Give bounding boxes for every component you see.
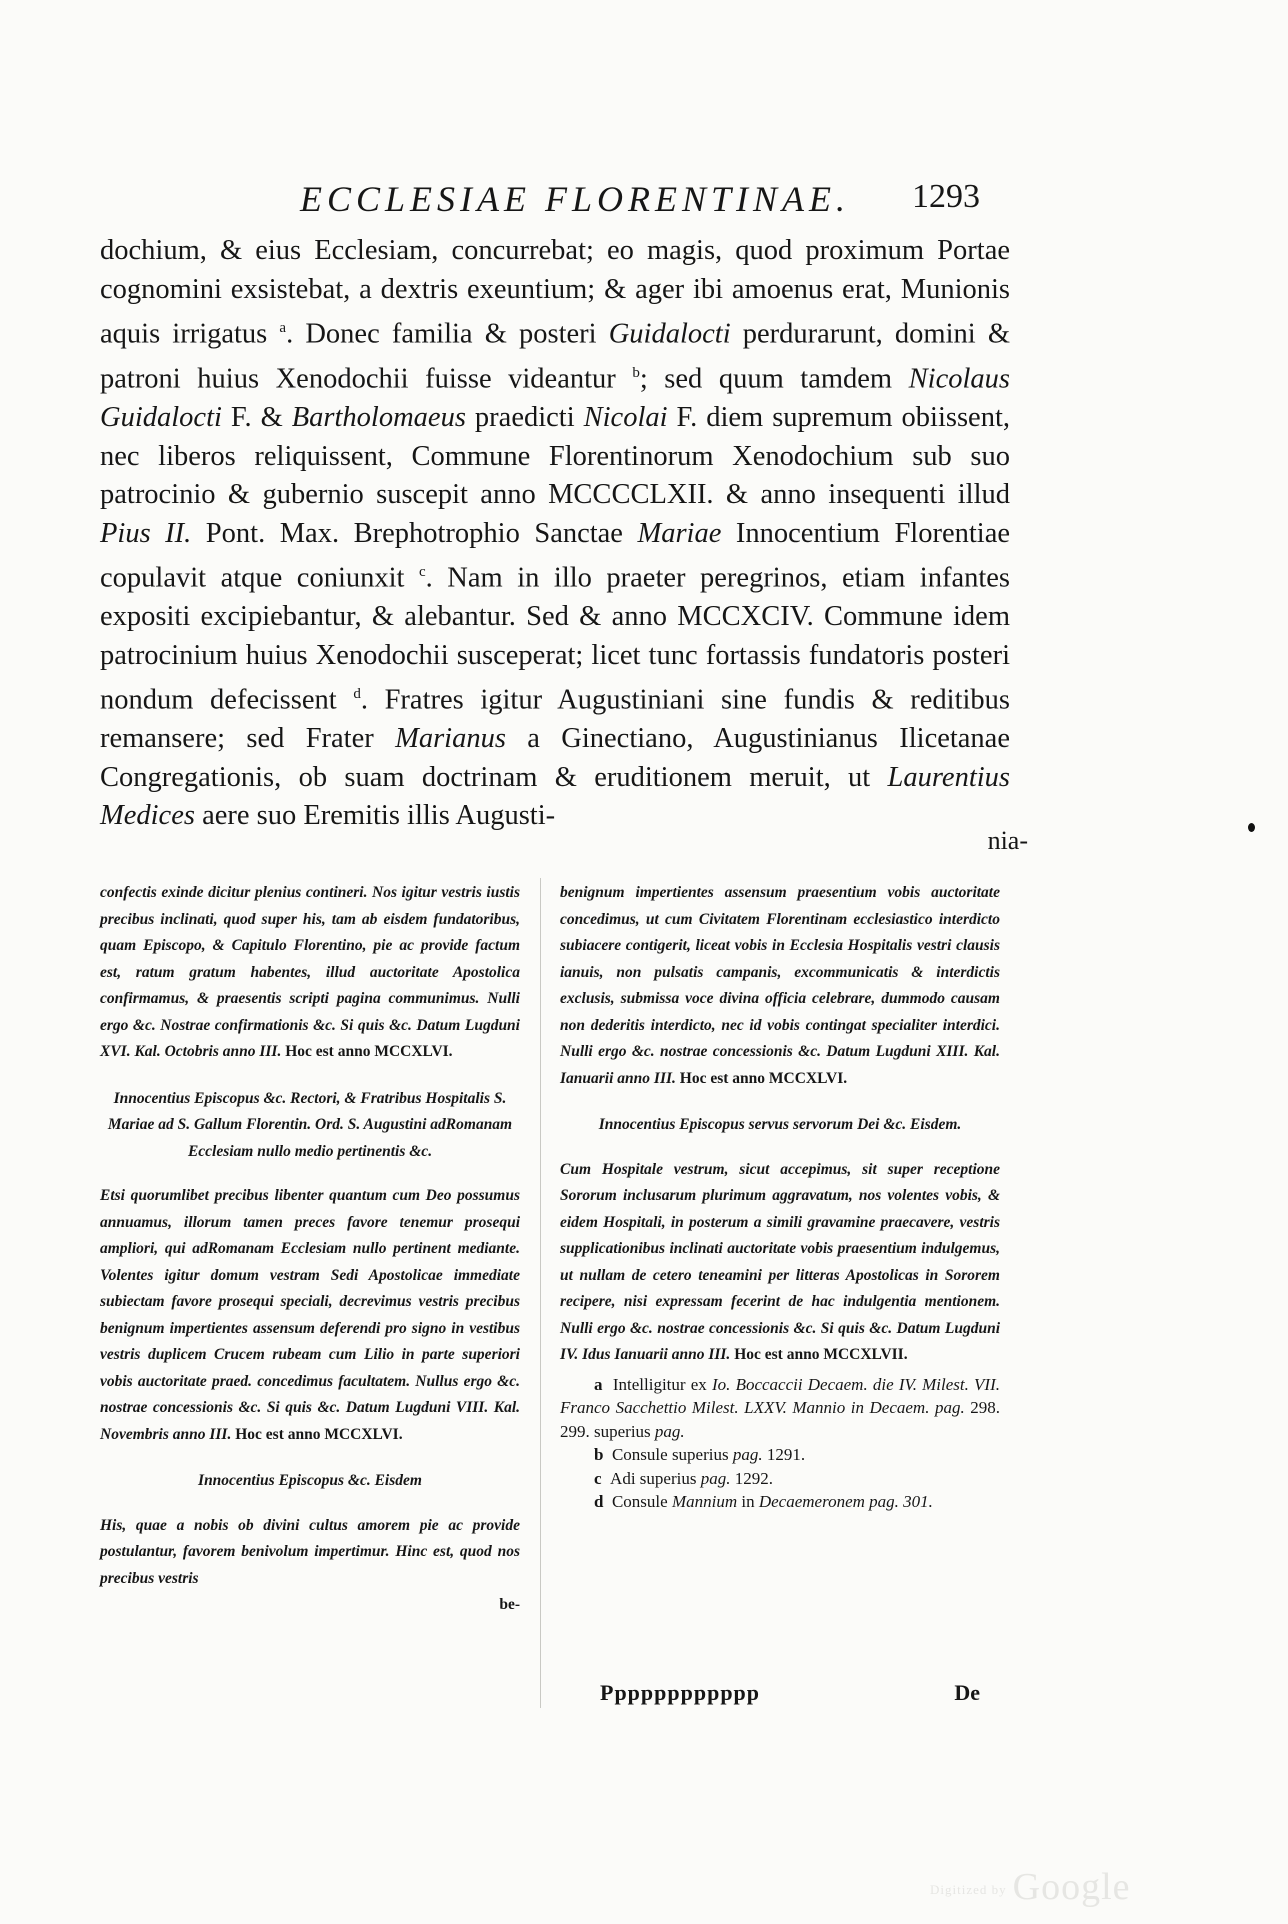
watermark-brand: Google [1012,1866,1131,1908]
footnote-text: Consule superius [611,1445,733,1464]
footnote-text: Adi superius [610,1468,701,1488]
footnote-text: Consule [611,1492,672,1511]
watermark [930,1865,1131,1909]
text-run: dochium, & eius Ecclesiam, concurrebat; eo magis, quod proximum Portae cognomini exsistebat, a dextris exeuntium; & ager ibi amoenus erat, Munionis aquis irrigatus [100,235,1010,350]
left-column [100,880,520,1619]
text-run: Innocentium Florentiae copulavit atque coniunxit [100,517,1010,594]
text-run: F. & [221,402,292,433]
footnote-mark: d [594,1492,612,1511]
running-title: ECCLESIAE FLORENTINAE. [300,179,850,219]
footnotes [560,1373,1000,1514]
footnote-text: 298. 299. superius [560,1398,1001,1441]
right-heading: Innocentius Episcopus servus servorum Dei &c. Eisdem. [598,1116,962,1133]
text-run: . Donec familia & posteri [286,318,609,350]
italic-name: Guidalocti [608,318,731,350]
column-divider [540,878,541,1708]
footnote-mark: b [594,1445,612,1464]
footnote-ref: d [353,686,361,702]
left-paragraph-2-year: Hoc est anno MCCXLVI. [231,1425,403,1443]
italic-name: Mariae [637,517,722,549]
right-column [560,880,1000,1514]
footnote-ref: b [632,365,640,381]
footnote [560,1490,1000,1514]
italic-name: Nicolaus Guidalocti [100,363,1010,433]
footnote-mark: c [594,1468,611,1488]
footnote-text: Intelligitur ex [612,1374,712,1394]
footnote-italic: Io. Boccaccii Decaem. die IV. Milest. VII. Franco Sacchettio Milest. LXXV. Mannio in Decaem. pag. [560,1374,1000,1417]
text-run: . Nam in illo praeter peregrinos, etiam infantes expositi excipiebantur, & alebantur. Sed & anno MCCXCIV. Commune idem patrocinium huius Xenodochii susceperat; licet tunc fortassis fundatoris posteri nondum defecissent [100,562,1010,716]
right-paragraph-1: benignum impertientes assensum praesentium vobis auctoritate concedimus, ut cum Civitatem Florentinam ecclesiastico interdicto subiacere contigerit, liceat vobis in Ecclesia Hospitalis vestri clausis ianuis, non pulsatis campanis, excommunicatis & interdictis exclusis, submissa voce divina officia celebrare, dummodo causam non dederitis interdicto, nec id vobis contingat specialiter interdici. Nulli ergo &c. nostrae concessionis &c. Datum Lugduni XIII. Kal. Ianuarii anno III. Hoc est anno MCCXLVI. [560,884,1000,1087]
running-head [300,178,980,228]
ink-speck [1248,823,1255,832]
page-number: 1293 [912,178,980,215]
footnote-text: in [737,1492,759,1511]
signature-row [600,1680,980,1720]
text-run: ; sed quum tamdem [639,363,909,395]
footnote-italic: pag. [732,1445,763,1464]
left-catchword: be- [499,1596,520,1613]
signature-mark: Pppppppppppp [600,1680,761,1705]
watermark-prefix: Digitized by [930,1882,1007,1898]
right-paragraph-2-year: Hoc est anno MCCXLVII. [730,1346,908,1363]
footnote-mark: a [594,1374,613,1394]
right-paragraph-1-year: Hoc est anno MCCXLVI. [675,1069,848,1087]
italic-name: Nicolai [583,402,668,433]
text-run: F. diem supremum obiissent, nec liberos reliquissent, Commune Florentinorum Xenodochium sub suo patrocinio & gubernio suscepit anno MCCCCLXII. & anno insequenti illud [100,402,1010,510]
left-paragraph-1: confectis exinde dicitur plenius contineri. Nos igitur vestris iustis precibus inclinati, quod super his, tam ab eisdem fundatoribus, quam Episcopo, & Capitulo Florentino, pie ac provide factum est, ratum gratum habentes, illud auctoritate Apostolica confirmamus, & praesentis scripti pagina communimus. Nulli ergo &c. Nostrae confirmationis &c. Si quis &c. Datum Lugduni XVI. Kal. Octobris anno III. Hoc est anno MCCXLVI. [100,884,520,1060]
footnote-italic: pag. [700,1468,731,1488]
footnote-ref: a [279,320,287,336]
footnote-italic: Decaemeronem pag. 301. [758,1492,933,1511]
text-run: Pont. Max. Brephotrophio Sanctae [191,517,638,549]
left-heading-2: Innocentius Episcopus &c. Eisdem [198,1472,422,1489]
left-paragraph-2: Etsi quorumlibet precibus libenter quantum cum Deo possumus annuamus, illorum tamen preces favore tenemur prosequi ampliori, qui adRomanam Ecclesiam nullo pertinent mediante. Volentes igitur domum vestram Sedi Apostolicae immediate subiectam favore prosequi speciali, decrevimus vestris precibus benignum impertientes assensum deferendi pro signo in vestibus vestris duplicem Crucem rubeam cum Lilio in parte superiori vobis auctoritate praed. concedimus facultatem. Nullus ergo &c. nostrae concessionis &c. Si quis &c. Datum Lugduni VIII. Kal. Novembris anno III. Hoc est anno MCCXLVI. [100,1187,520,1443]
footnote [560,1467,1000,1491]
footnote [560,1443,1000,1467]
footnote-italic: pag. [654,1421,685,1441]
italic-name: Laurentius Medices [100,761,1010,831]
footnote-text: 1292. [730,1468,773,1488]
text-run: perdurarunt, domini & patroni huius Xenodochii fuisse videantur [100,318,1010,395]
right-paragraph-2: Cum Hospitale vestrum, sicut accepimus, sit super receptione Sororum inclusarum plurimum aggravatum, nos volentes vobis, & eidem Hospitali, in posterum a simili gravamine praecavere, vestris supplicationibus inclinati auctoritate vobis praesentium indulgemus, ut nullam de cetero teneamini per litteras Apostolicas in Sororem recipere, nisi expressam fecerint de hac indulgentia mentionem. Nulli ergo &c. nostrae concessionis &c. Si quis &c. Datum Lugduni IV. Idus Ianuarii anno III. Hoc est anno MCCXLVII. [560,1160,1000,1363]
italic-name: Pius II. [100,517,192,549]
main-paragraph [100,232,1010,836]
footnote-italic: Mannium [671,1492,738,1511]
footnote [560,1373,1000,1444]
text-run: aere suo Eremitis illis Augusti- [194,800,556,831]
italic-name: Bartholomaeus [291,402,466,433]
bottom-catchword: De [954,1680,980,1705]
left-heading-1: Innocentius Episcopus &c. Rectori, & Fratribus Hospitalis S. Mariae ad S. Gallum Florentin. Ord. S. Augustini adRomanam Ecclesiam nullo medio pertinentis &c. [107,1089,513,1160]
text-run: praedicti [465,402,584,433]
footnote-ref: c [418,564,426,580]
left-paragraph-3: His, quae a nobis ob divini cultus amorem pie ac provide postulantur, favorem benivolum impertimur. Hinc est, quod nos precibus vestris [100,1516,520,1587]
main-catchword: nia- [987,826,1028,855]
footnote-text: 1291. [762,1445,806,1464]
text-run: . Fratres igitur Augustiniani sine fundis & reditibus remansere; sed Frater [100,684,1011,754]
left-paragraph-1-year: Hoc est anno MCCXLVI. [281,1043,453,1060]
text-run: a Ginectiano, Augustinianus Ilicetanae Congregationis, ob suam doctrinam & eruditionem meruit, ut [100,723,1010,793]
italic-name: Marianus [395,723,506,754]
